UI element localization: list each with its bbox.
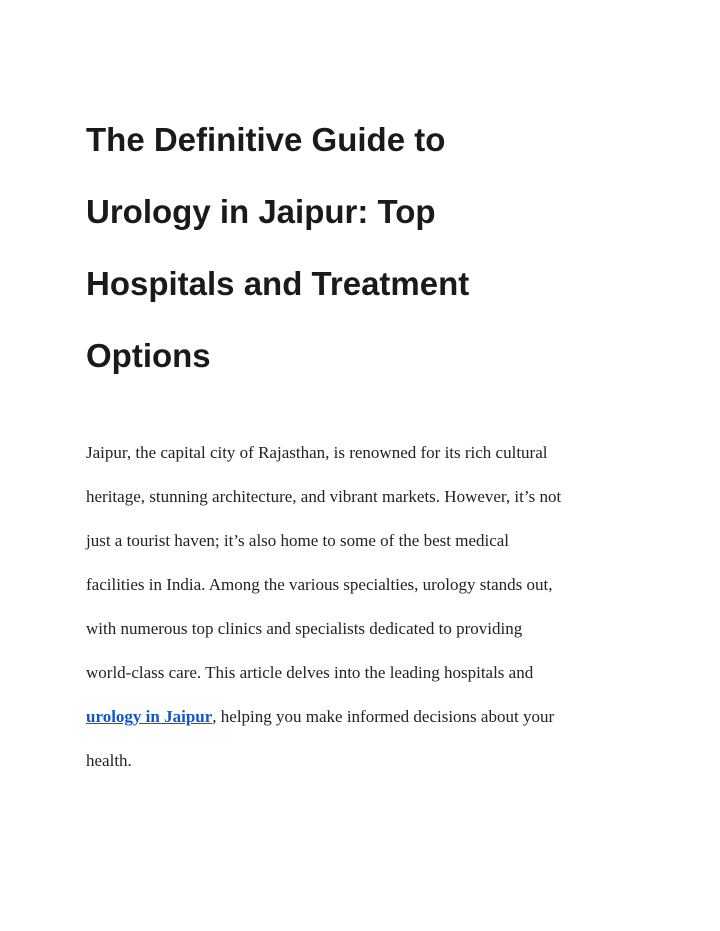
body-line-3: just a tourist haven; it’s also home to some of the best medical	[86, 531, 510, 550]
article-title-line-4: Options	[86, 337, 211, 374]
body-line-4: facilities in India. Among the various specialties, urology stands out,	[86, 575, 553, 594]
body-line-8: health.	[86, 751, 132, 770]
article-title-line-2: Urology in Jaipur: Top	[86, 193, 436, 230]
body-line-7-rest: , helping you make informed decisions about your	[212, 707, 555, 726]
body-line-5: with numerous top clinics and specialists dedicated to providing	[86, 619, 523, 638]
urology-in-jaipur-link[interactable]: urology in Jaipur	[86, 707, 213, 726]
article-title-line-1: The Definitive Guide to	[86, 121, 446, 158]
body-line-1: Jaipur, the capital city of Rajasthan, is renowned for its rich cultural	[86, 443, 548, 462]
body-line-7	[86, 706, 554, 728]
article-title-line-3: Hospitals and Treatment	[86, 265, 470, 302]
body-line-2: heritage, stunning architecture, and vibrant markets. However, it’s not	[86, 487, 562, 506]
body-line-6: world-class care. This article delves into the leading hospitals and	[86, 663, 534, 682]
